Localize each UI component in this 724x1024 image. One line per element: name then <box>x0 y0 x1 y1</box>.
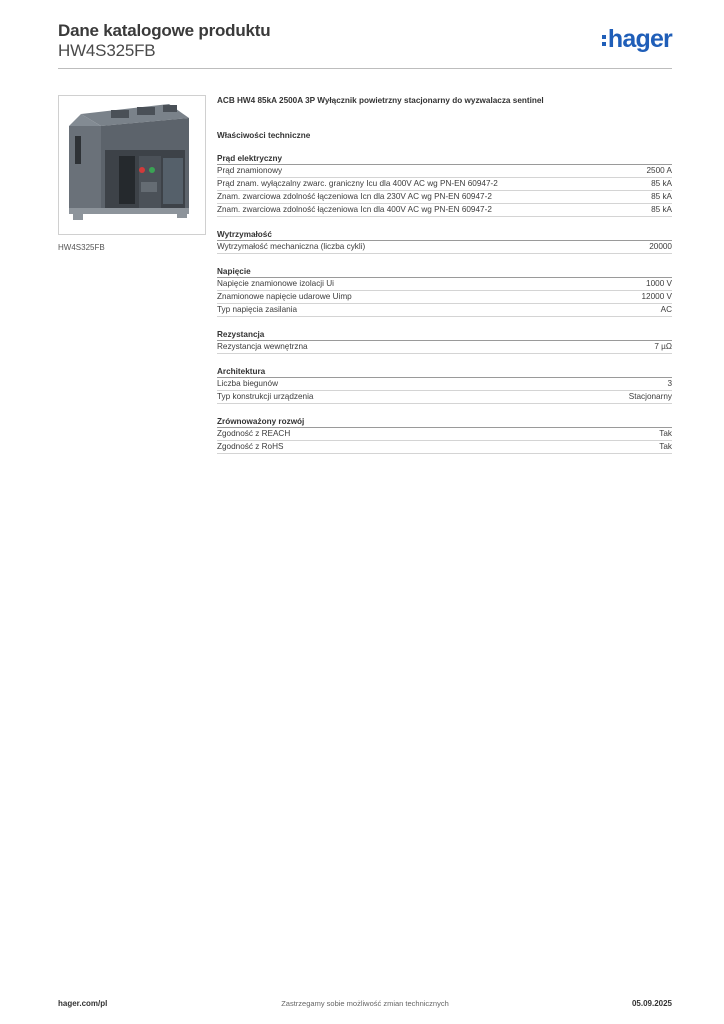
page-footer <box>58 998 672 1010</box>
spec-value: 85 kA <box>651 192 672 201</box>
spec-content <box>217 95 672 465</box>
spec-group-title: Wytrzymałość <box>217 228 672 241</box>
spec-groups <box>217 152 672 454</box>
spec-row <box>217 204 672 217</box>
spec-label: Znam. zwarciowa zdolność łączeniowa Icn dla 230V AC wg PN-EN 60947-2 <box>217 192 492 201</box>
spec-group <box>217 365 672 404</box>
spec-label: Napięcie znamionowe izolacji Ui <box>217 279 334 288</box>
spec-value: 20000 <box>649 242 672 251</box>
product-image <box>58 95 206 235</box>
spec-group-title: Prąd elektryczny <box>217 152 672 165</box>
product-description: ACB HW4 85kA 2500A 3P Wyłącznik powietrzny stacjonarny do wyzwalacza sentinel <box>217 96 544 105</box>
spec-label: Rezystancja wewnętrzna <box>217 342 308 351</box>
document-title: Dane katalogowe produktu <box>58 21 271 40</box>
spec-value: AC <box>660 305 672 314</box>
spec-value: 7 µΩ <box>654 342 672 351</box>
footer-date: 05.09.2025 <box>631 999 672 1008</box>
spec-row <box>217 428 672 441</box>
spec-value: Tak <box>659 442 672 451</box>
footer-disclaimer: Zastrzegamy sobie możliwość zmian technicznych <box>281 999 449 1008</box>
spec-value: 3 <box>667 379 672 388</box>
spec-group <box>217 328 672 354</box>
spec-label: Prąd znam. wyłączalny zwarc. graniczny Icu dla 400V AC wg PN-EN 60947-2 <box>217 179 498 188</box>
spec-value: 2500 A <box>646 166 672 175</box>
spec-value: Tak <box>659 429 672 438</box>
spec-row <box>217 378 672 391</box>
spec-row <box>217 178 672 191</box>
spec-group <box>217 415 672 454</box>
spec-row <box>217 291 672 304</box>
hager-logo <box>602 27 672 51</box>
spec-label: Znamionowe napięcie udarowe Uimp <box>217 292 352 301</box>
spec-row <box>217 278 672 291</box>
air-circuit-breaker-image <box>59 96 205 234</box>
spec-row <box>217 304 672 317</box>
spec-row <box>217 341 672 354</box>
spec-label: Typ napięcia zasilania <box>217 305 298 314</box>
spec-label: Wytrzymałość mechaniczna (liczba cykli) <box>217 242 366 251</box>
image-caption: HW4S325FB <box>58 243 105 252</box>
spec-label: Liczba biegunów <box>217 379 278 388</box>
spec-value: 85 kA <box>651 205 672 214</box>
spec-row <box>217 391 672 404</box>
spec-group <box>217 152 672 217</box>
spec-label: Typ konstrukcji urządzenia <box>217 392 314 401</box>
spec-row <box>217 241 672 254</box>
spec-label: Prąd znamionowy <box>217 166 283 175</box>
spec-group <box>217 265 672 317</box>
spec-label: Znam. zwarciowa zdolność łączeniowa Icn dla 400V AC wg PN-EN 60947-2 <box>217 205 492 214</box>
spec-group <box>217 228 672 254</box>
footer-website: hager.com/pl <box>58 999 108 1008</box>
spec-value: Stacjonarny <box>628 392 672 401</box>
spec-row <box>217 441 672 454</box>
logo-text: hager <box>607 25 672 53</box>
spec-row <box>217 165 672 178</box>
spec-label: Zgodność z RoHS <box>217 442 284 451</box>
header-divider <box>58 68 672 69</box>
spec-group-title: Napięcie <box>217 265 672 278</box>
spec-group-title: Zrównoważony rozwój <box>217 415 672 428</box>
spec-value: 12000 V <box>641 292 672 301</box>
logo-dots-icon <box>602 35 606 49</box>
spec-value: 1000 V <box>646 279 672 288</box>
spec-row <box>217 191 672 204</box>
spec-value: 85 kA <box>651 179 672 188</box>
page-header <box>58 21 672 69</box>
spec-group-title: Rezystancja <box>217 328 672 341</box>
product-code: HW4S325FB <box>58 41 156 60</box>
spec-label: Zgodność z REACH <box>217 429 291 438</box>
spec-group-title: Architektura <box>217 365 672 378</box>
technical-heading: Właściwości techniczne <box>217 131 311 140</box>
